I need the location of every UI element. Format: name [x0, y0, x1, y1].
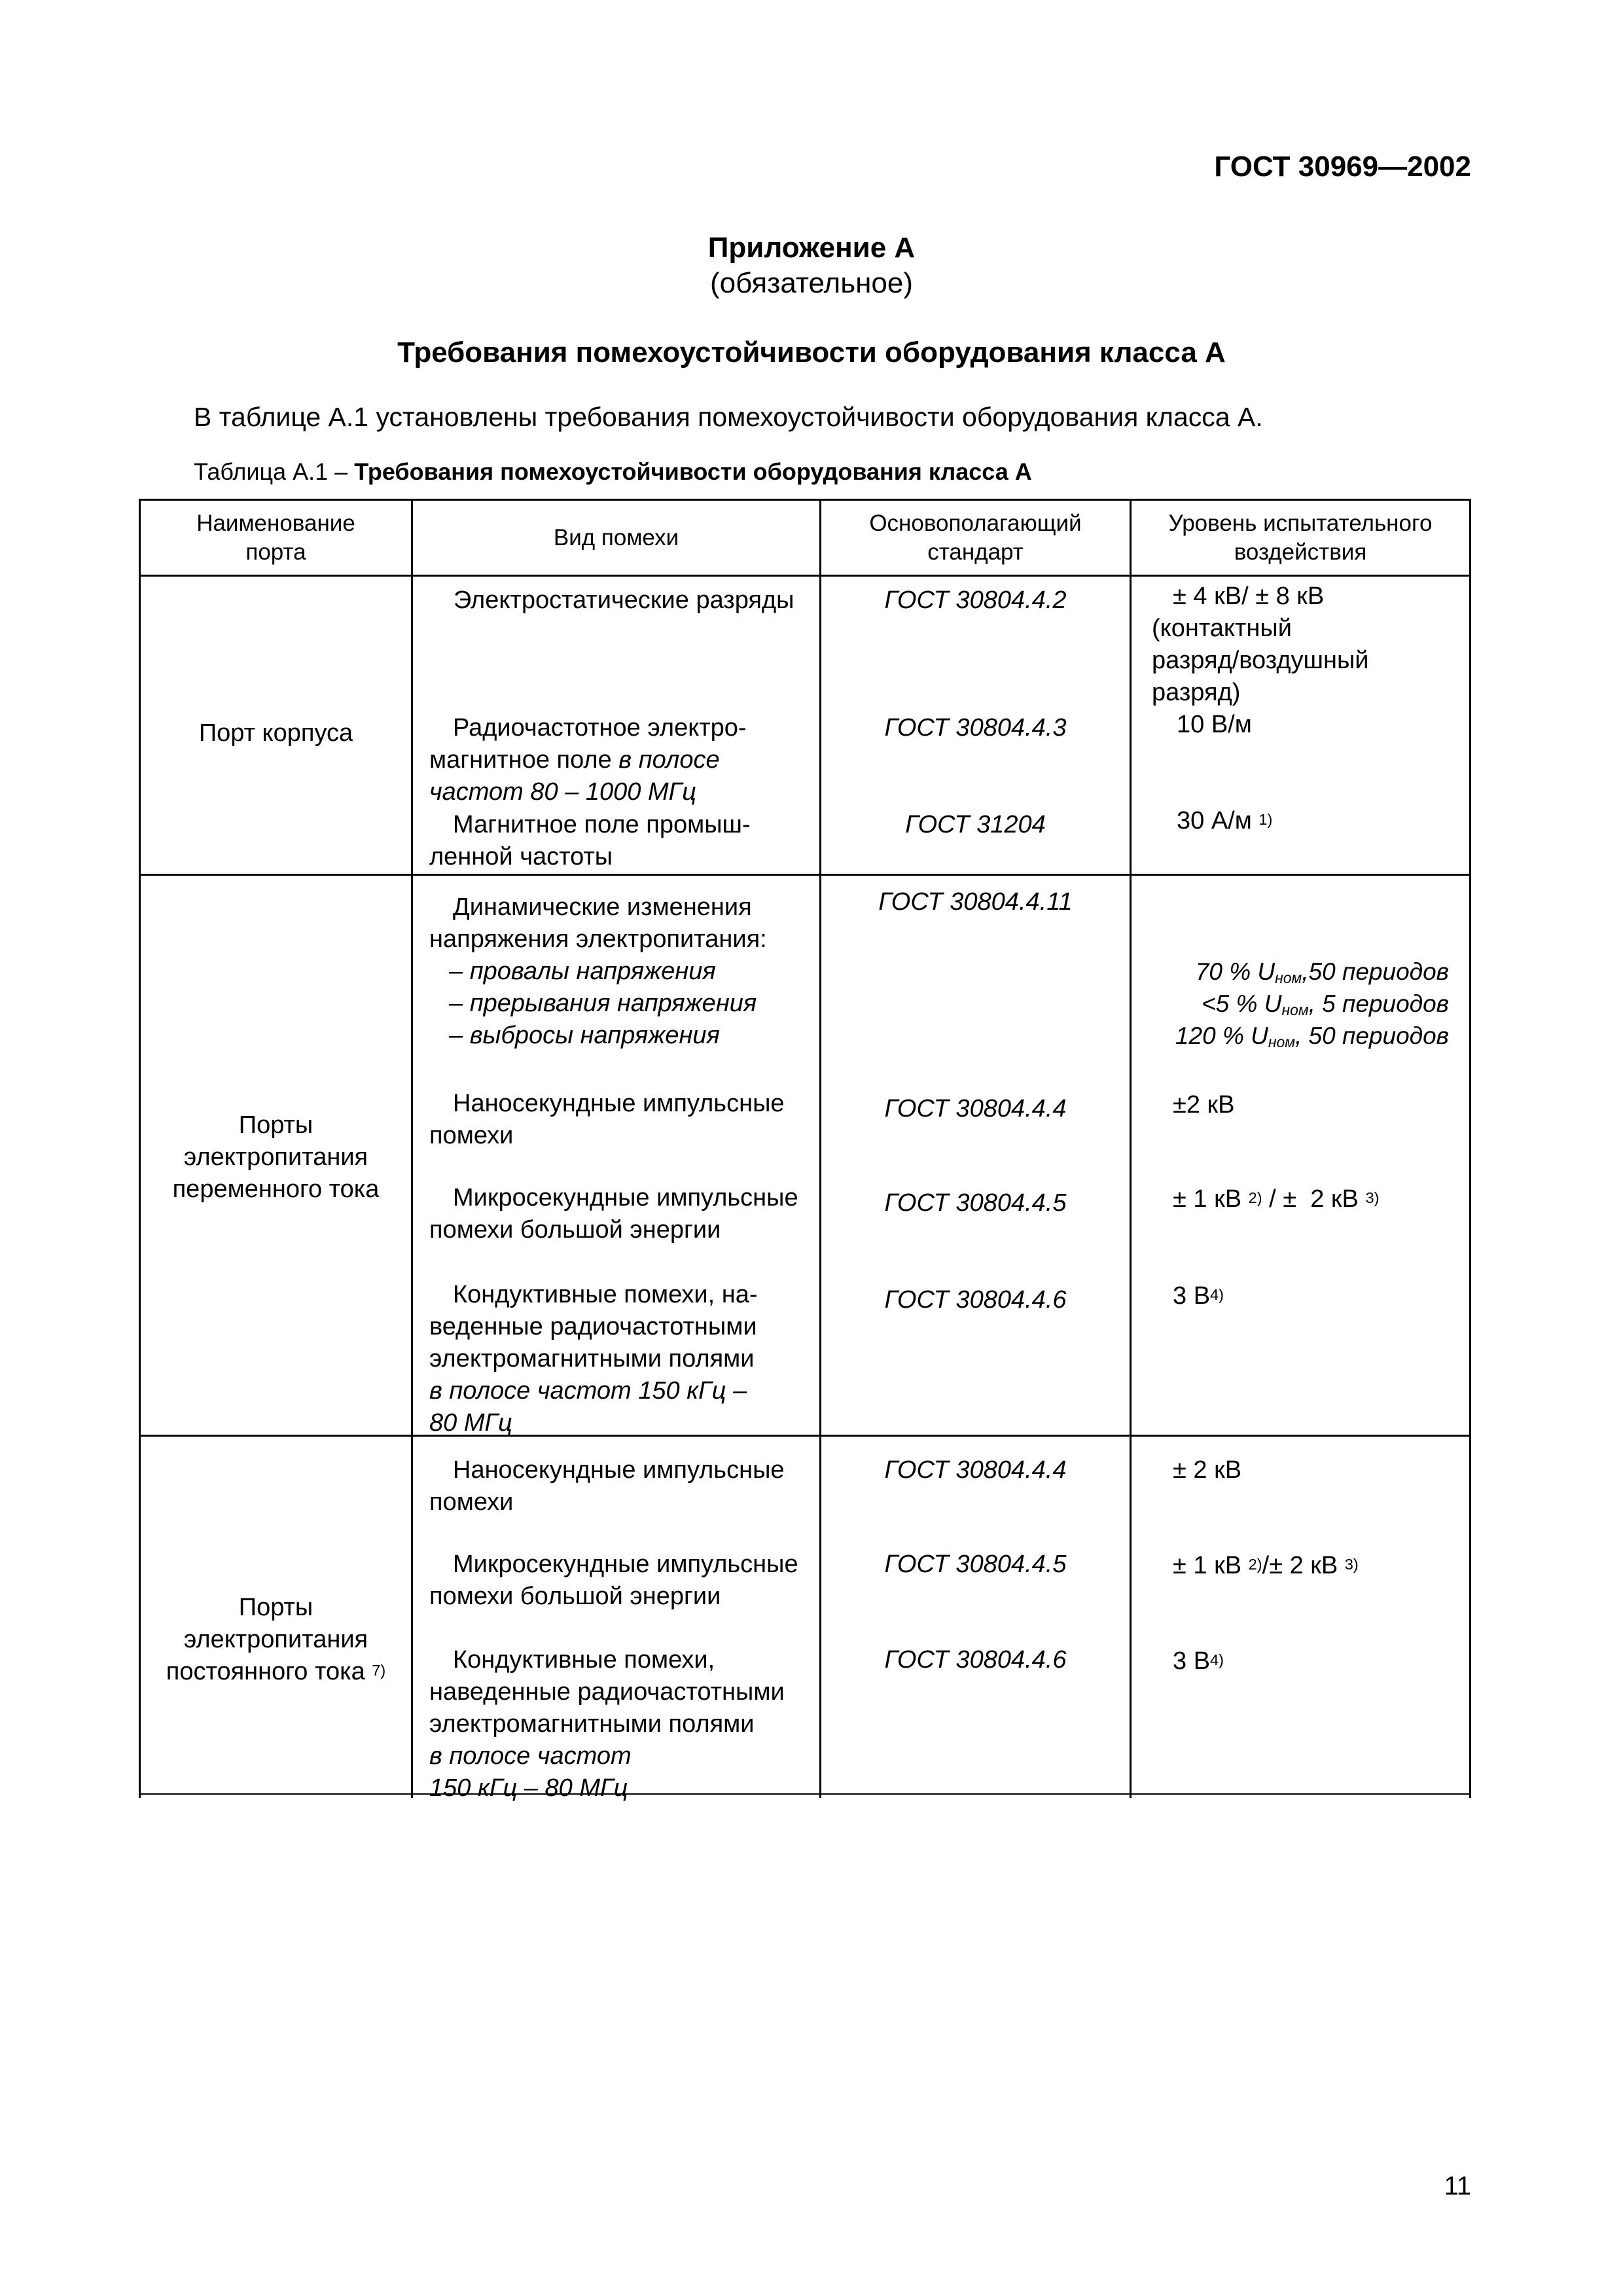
esd-level: ± 4 кВ/ ± 8 кВ (контактный разряд/воздушный разряд) — [1152, 583, 1369, 706]
ac-surge-name: Микросекундные импульсные помехи большой энергии — [429, 1184, 798, 1244]
caption-title: Требования помехоустойчивости оборудования класса А — [354, 458, 1032, 485]
dc-surge-name: Микросекундные импульсные помехи большой энергии — [429, 1551, 798, 1610]
col-header-level: Уровень испытательного воздействия — [1168, 511, 1433, 565]
esd-name: Электростатические разряды — [454, 586, 794, 614]
group2-divider — [139, 1435, 1471, 1437]
rf-field-level: 10 В/м — [1177, 711, 1252, 738]
ac-surge-level: ± 1 кВ $^{2)}$ / ± 2 кВ $^{3)}$ — [1173, 1185, 1380, 1213]
dc-surge-standard: ГОСТ 30804.4.5 — [884, 1551, 1067, 1578]
magnetic-field-standard: ГОСТ 31204 — [905, 811, 1046, 838]
rf-field-standard: ГОСТ 30804.4.3 — [884, 714, 1067, 742]
dc-conducted-name: Кондуктивные помехи, наведенные радиочастотными электромагнитными полями в полосе частот 150 кГц – 80 МГц — [429, 1646, 785, 1802]
dc-eft-name: Наносекундные импульсные помехи — [429, 1456, 785, 1516]
ac-eft-name: Наносекундные импульсные помехи — [429, 1090, 785, 1149]
magnetic-field-level: 30 А/м $^{1)}$ — [1177, 807, 1273, 834]
voltage-dips-name: Динамические изменения напряжения электропитания: – провалы напряжения – прерывания напряжения – выбросы напряжения — [429, 893, 767, 1049]
table-caption — [194, 458, 1032, 486]
dc-conducted-level: 3 $В^{4)}$ — [1173, 1647, 1224, 1675]
column-divider-1 — [411, 499, 413, 1798]
annex-status: (обязательное) — [709, 267, 914, 299]
ac-conducted-name: Кондуктивные помехи, на- веденные радиочастотными электромагнитными полями в полосе частот 150 кГц – 80 МГц — [429, 1281, 758, 1437]
section-title: Требования помехоустойчивости оборудования класса А — [397, 336, 1226, 368]
ac-eft-level: ±2 кВ — [1173, 1091, 1235, 1119]
dc-conducted-standard: ГОСТ 30804.4.6 — [884, 1646, 1067, 1674]
table-border-right — [1469, 499, 1471, 1798]
table-bottom-rule — [139, 1793, 1471, 1795]
port-dc-power: Порты электропитания постоянного тока $^{7)}$ — [166, 1594, 386, 1685]
header-divider — [139, 575, 1471, 577]
dc-surge-level: ± 1 кВ $^{2)}$/± 2 кВ $^{3)}$ — [1173, 1552, 1359, 1579]
intro-paragraph: В таблице А.1 установлены требования помехоустойчивости оборудования класса А. — [194, 402, 1263, 432]
col-header-interference: Вид помехи — [553, 525, 679, 550]
port-enclosure: Порт корпуса — [198, 719, 353, 747]
column-divider-2 — [819, 499, 821, 1798]
col-header-standard: Основополагающий стандарт — [869, 511, 1082, 565]
document-number: ГОСТ 30969—2002 — [1214, 151, 1471, 183]
ac-eft-standard: ГОСТ 30804.4.4 — [884, 1095, 1067, 1122]
ac-conducted-level: 3 $В^{4)}$ — [1173, 1282, 1224, 1310]
ac-conducted-standard: ГОСТ 30804.4.6 — [884, 1286, 1067, 1314]
table-border-top — [139, 499, 1471, 501]
voltage-dips-levels: 70 % $U_{ном},50$ периодов <5 % $U_{ном}$, 5 периодов 120 % $U_{ном}$, 50 периодов — [1175, 958, 1449, 1050]
port-ac-power: Порты электропитания переменного тока — [172, 1111, 380, 1203]
caption-prefix: Таблица А.1 – — [194, 458, 355, 485]
dc-eft-standard: ГОСТ 30804.4.4 — [884, 1456, 1067, 1484]
magnetic-field-name: Магнитное поле промыш- ленной частоты — [429, 811, 751, 870]
dc-eft-level: ± 2 кВ — [1173, 1456, 1242, 1484]
col-header-port: Наименование порта — [196, 511, 355, 565]
rf-field-name: Радиочастотное электро- магнитное поле в полосе частот 80 – 1000 МГц — [429, 714, 747, 806]
esd-standard: ГОСТ 30804.4.2 — [884, 586, 1067, 614]
group1-divider — [139, 874, 1471, 876]
annex-title: Приложение А — [707, 232, 916, 264]
voltage-dips-standard: ГОСТ 30804.4.11 — [878, 888, 1073, 916]
column-divider-3 — [1130, 499, 1132, 1798]
ac-surge-standard: ГОСТ 30804.4.5 — [884, 1189, 1067, 1217]
page-number: 11 — [1444, 2172, 1471, 2200]
